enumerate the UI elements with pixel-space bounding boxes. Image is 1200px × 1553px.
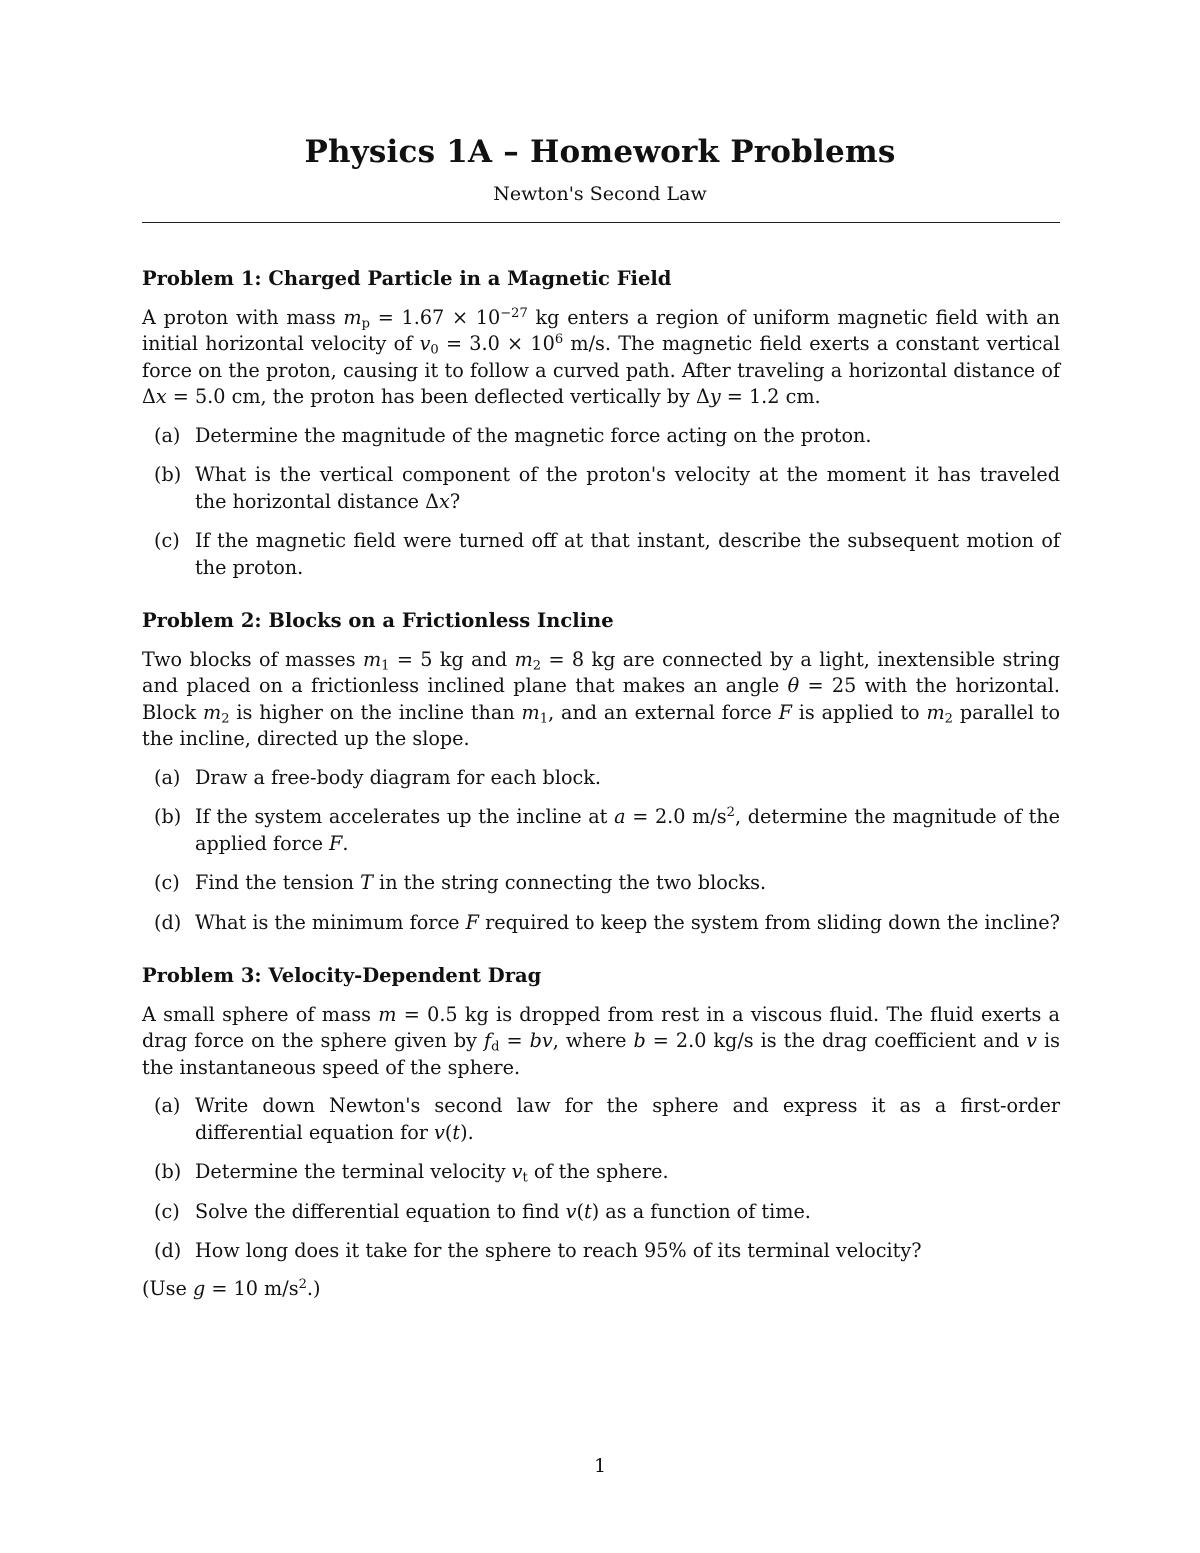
problem-part [142, 1199, 1060, 1226]
problem-3 [142, 963, 1060, 1302]
part-marker: (d) [154, 1239, 182, 1262]
problems-section [142, 266, 1060, 1329]
title-rule [142, 222, 1060, 223]
problem-2 [142, 608, 1060, 936]
page-number: 1 [593, 1455, 607, 1477]
problem-part [142, 910, 1060, 937]
problem-note: (Use g = 10 $m/s^2$.) [142, 1276, 321, 1300]
problem-part [142, 528, 1060, 581]
part-text: Solve the differential equation to find v(t) as a function of time. [195, 1199, 811, 1223]
part-marker: (c) [154, 871, 180, 894]
problem-heading: Problem 2: Blocks on a Frictionless Incline [142, 609, 614, 632]
part-marker: (b) [154, 463, 182, 486]
part-text: Draw a free-body diagram for each block. [195, 765, 601, 789]
page-subtitle: Newton's Second Law [493, 183, 707, 205]
part-text: What is the minimum force F required to keep the system from sliding down the incline? [195, 910, 1060, 934]
part-text: If the system accelerates up the incline at a = 2.0 $m/s^2$, determine the magnitude of the applied force F. [195, 804, 1060, 855]
part-marker: (c) [154, 529, 180, 552]
problem-part [142, 462, 1060, 515]
part-marker: (a) [154, 1094, 181, 1117]
part-text: Determine the terminal velocity $v_t$ of the sphere. [195, 1160, 669, 1186]
problem-part [142, 1238, 1060, 1265]
problem-parts [142, 1093, 1060, 1265]
problem-part [142, 1093, 1060, 1146]
problem-part [142, 765, 1060, 792]
part-marker: (b) [154, 1160, 182, 1183]
part-marker: (c) [154, 1199, 180, 1223]
problem-part [142, 1159, 1060, 1186]
part-marker: (b) [154, 805, 182, 828]
problem-1 [142, 266, 1060, 581]
page-title: Physics 1A – Homework Problems [304, 134, 896, 170]
problem-part [142, 423, 1060, 450]
problem-description: A small sphere of mass m = 0.5 kg is dropped from rest in a viscous fluid. The fluid exerts a drag force on the sphere given by $f_d$ = bv, where b = 2.0 kg/s is the drag coefficient and v is the instantaneous speed of the sphere. [142, 1002, 1060, 1079]
part-text: How long does it take for the sphere to reach 95% of its terminal velocity? [195, 1239, 922, 1262]
problem-parts [142, 423, 1060, 582]
part-marker: (d) [154, 910, 182, 934]
problem-part [142, 804, 1060, 857]
problem-description: Two blocks of masses $m_1 = 5$ kg and $m_2 = 8$ kg are connected by a light, inextensible string and placed on a frictionless inclined plane that makes an angle θ = 25 with the horizontal. Block $m_2$ is higher on the incline than $m_1$, and an external force F is applied to $m_2$ parallel to the incline, directed up the slope. [142, 647, 1061, 750]
part-text: What is the vertical component of the proton's velocity at the moment it has traveled the horizontal distance Δx? [195, 463, 1060, 513]
problem-parts [142, 765, 1060, 937]
part-text: If the magnetic field were turned off at that instant, describe the subsequent motion of the proton. [195, 529, 1060, 579]
part-text: Determine the magnitude of the magnetic force acting on the proton. [195, 423, 872, 447]
part-marker: (a) [154, 423, 181, 447]
part-text: Find the tension T in the string connecting the two blocks. [195, 871, 767, 894]
problem-heading: Problem 3: Velocity-Dependent Drag [142, 964, 542, 987]
problem-heading: Problem 1: Charged Particle in a Magnetic Field [142, 267, 672, 290]
part-marker: (a) [154, 765, 181, 789]
problem-description: A proton with mass $m_p = 1.67 \times 10^{-27}$ kg enters a region of uniform magnetic field with an initial horizontal velocity of $v_0 = 3.0 \times 10^6$ m/s. The magnetic field exerts a constant vertical force on the proton, causing it to follow a curved path. After traveling a horizontal distance of Δx = 5.0 cm, the proton has been deflected vertically by Δy = 1.2 cm. [142, 305, 1060, 408]
problem-part [142, 870, 1060, 897]
part-text: Write down Newton's second law for the sphere and express it as a first-order differential equation for v(t). [195, 1094, 1060, 1144]
